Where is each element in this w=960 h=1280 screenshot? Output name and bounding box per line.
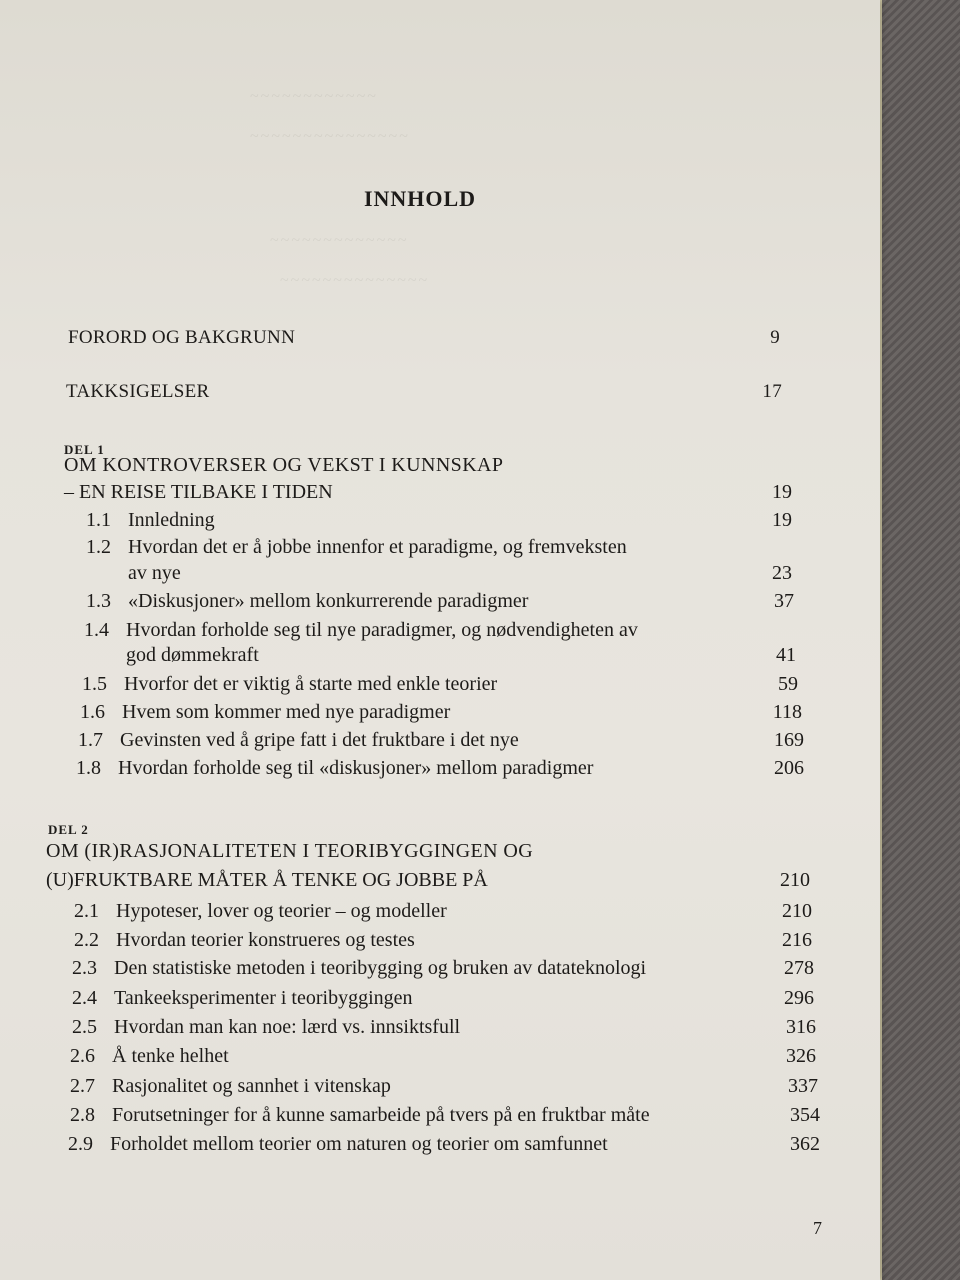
page-title: INNHOLD	[363, 186, 477, 211]
part-title-row	[64, 480, 792, 504]
entry-title: Hvem som kommer med nye paradigmer	[122, 701, 451, 723]
entry-page-number: 37	[774, 590, 794, 612]
part-title-line: OM KONTROVERSER OG VEKST I KUNNSKAP	[64, 454, 504, 476]
toc-entry	[78, 728, 804, 752]
toc-entry	[70, 1074, 818, 1098]
entry-number: 2.3	[72, 957, 97, 979]
toc-entry	[86, 508, 792, 532]
part-label: DEL 1	[64, 442, 105, 457]
toc-entry	[70, 1044, 816, 1068]
toc-entry	[86, 535, 792, 559]
entry-page-number: 19	[772, 481, 792, 503]
page-number: 7	[813, 1218, 822, 1238]
entry-title: Hvordan forholde seg til «diskusjoner» mellom paradigmer	[118, 757, 594, 779]
part-title-row	[46, 868, 810, 892]
entry-number: 2.5	[72, 1016, 97, 1038]
part-title-line: (U)FRUKTBARE MÅTER Å TENKE OG JOBBE PÅ	[46, 869, 488, 891]
toc-entry	[86, 589, 794, 613]
entry-page-number: 59	[778, 673, 798, 695]
entry-number: 2.6	[70, 1045, 95, 1067]
entry-page-number: 362	[790, 1133, 820, 1155]
entry-title: Hvordan teorier konstrueres og testes	[116, 929, 415, 951]
entry-title: Den statistiske metoden i teoribygging og bruken av datateknologi	[114, 957, 647, 979]
bleed-through: ~~~~~~~~~~~~~~	[280, 272, 430, 289]
part-label: DEL 2	[48, 822, 89, 837]
toc-entry-continuation	[128, 561, 792, 585]
entry-number: 1.5	[82, 673, 107, 695]
entry-number: 1.2	[86, 536, 111, 558]
entry-title: Gevinsten ved å gripe fatt i det fruktbare i det nye	[120, 729, 519, 751]
entry-title: Hvordan det er å jobbe innenfor et paradigme, og fremveksten	[128, 536, 627, 558]
entry-number: 1.6	[80, 701, 105, 723]
entry-title: Hypoteser, lover og teorier – og modeller	[116, 900, 447, 922]
entry-number: 2.8	[70, 1104, 95, 1126]
entry-number: 1.7	[78, 729, 103, 751]
entry-page-number: 17	[762, 381, 782, 402]
entry-title: Forutsetninger for å kunne samarbeide på tvers på en fruktbar måte	[112, 1104, 650, 1126]
entry-page-number: 41	[776, 644, 796, 666]
entry-page-number: 337	[788, 1075, 818, 1097]
bleed-through: ~~~~~~~~~~~~~	[270, 232, 409, 249]
entry-title: Hvordan forholde seg til nye paradigmer, og nødvendigheten av	[126, 619, 638, 641]
entry-title: Tankeeksperimenter i teoribyggingen	[114, 987, 413, 1009]
bleed-through: ~~~~~~~~~~~~	[250, 88, 378, 105]
entry-number: 1.4	[84, 619, 109, 641]
toc-entry	[68, 1132, 820, 1156]
entry-page-number: 206	[774, 757, 804, 779]
toc-entry	[76, 756, 804, 780]
bleed-through: ~~~~~~~~~~~~~~~	[250, 128, 410, 145]
toc-entry	[72, 1015, 816, 1039]
entry-title: Innledning	[128, 509, 215, 531]
entry-number: 1.3	[86, 590, 111, 612]
toc-entry	[72, 986, 814, 1010]
entry-number: 2.9	[68, 1133, 93, 1155]
entry-page-number: 210	[780, 869, 810, 891]
entry-title: Forholdet mellom teorier om naturen og teorier om samfunnet	[110, 1133, 608, 1155]
entry-title: Å tenke helhet	[112, 1045, 229, 1067]
entry-title: Hvorfor det er viktig å starte med enkle teorier	[124, 673, 498, 695]
toc-front-entry	[66, 380, 782, 404]
entry-page-number: 278	[784, 957, 814, 979]
entry-page-number: 9	[770, 327, 780, 348]
entry-number: 2.1	[74, 900, 99, 922]
entry-page-number: 354	[790, 1104, 820, 1126]
entry-title: av nye	[128, 562, 181, 584]
entry-page-number: 169	[774, 729, 804, 751]
toc-entry	[82, 672, 798, 696]
entry-page-number: 118	[772, 701, 802, 723]
entry-title: Rasjonalitet og sannhet i vitenskap	[112, 1075, 391, 1097]
toc-entry	[74, 899, 812, 923]
entry-page-number: 326	[786, 1045, 816, 1067]
entry-number: 1.1	[86, 509, 111, 531]
toc-entry	[70, 1103, 820, 1127]
entry-title: «Diskusjoner» mellom konkurrerende paradigmer	[128, 590, 529, 612]
toc-entry	[74, 928, 812, 952]
toc-entry-continuation	[126, 643, 796, 667]
toc-entry	[84, 618, 796, 642]
entry-label: FORORD OG BAKGRUNN	[68, 327, 296, 348]
entry-page-number: 19	[772, 509, 792, 531]
entry-number: 2.4	[72, 987, 97, 1009]
entry-title: god dømmekraft	[126, 644, 259, 666]
entry-number: 2.2	[74, 929, 99, 951]
entry-label: TAKKSIGELSER	[66, 381, 210, 402]
entry-title: Hvordan man kan noe: lærd vs. innsiktsfull	[114, 1016, 461, 1038]
entry-page-number: 316	[786, 1016, 816, 1038]
toc-entry	[72, 956, 814, 980]
entry-number: 1.8	[76, 757, 101, 779]
part-title-line: OM (IR)RASJONALITETEN I TEORIBYGGINGEN OG	[46, 840, 534, 862]
entry-page-number: 210	[782, 900, 812, 922]
toc-front-entry	[68, 326, 780, 350]
toc-entry	[80, 700, 802, 724]
part-title-line: – EN REISE TILBAKE I TIDEN	[64, 481, 333, 503]
entry-number: 2.7	[70, 1075, 95, 1097]
entry-page-number: 23	[772, 562, 792, 584]
entry-page-number: 296	[784, 987, 814, 1009]
entry-page-number: 216	[782, 929, 812, 951]
